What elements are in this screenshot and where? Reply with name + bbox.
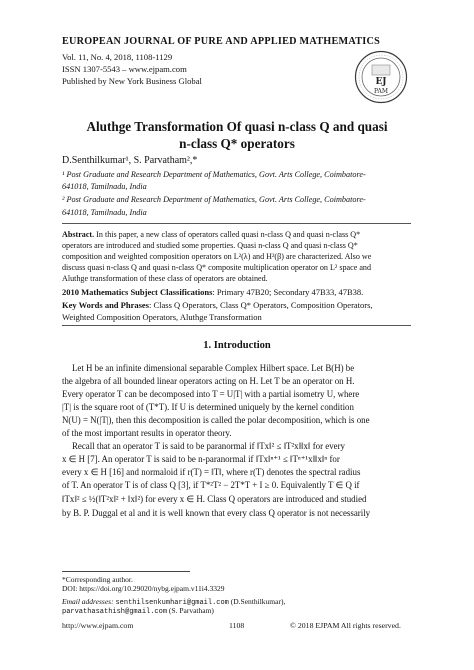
journal-logo-icon bbox=[354, 50, 408, 104]
body-line-10: of T. An operator T is of class Q [3], if T*²T² − 2T*T + I ≥ 0. Equivalently T ∈ Q if bbox=[62, 480, 360, 490]
author-list: D.Senthilkumar¹, S. Parvatham²,* bbox=[62, 155, 198, 166]
footnote-email-1: Email addresses: senthilsenkumhari@gmail.com (D.Senthilkumar), bbox=[62, 597, 286, 607]
keywords-line-2: Weighted Composition Operators, Aluthge Transformation bbox=[62, 312, 262, 322]
abstract-line-2: operators are introduced and studied some properties. Quasi n-class Q and quasi n-class Q* bbox=[62, 241, 358, 250]
keywords-line-1: Key Words and Phrases: Class Q Operators, Class Q* Operators, Composition Operators, bbox=[62, 300, 373, 310]
email-link-2[interactable]: parvathasathish@gmail.com bbox=[62, 608, 168, 616]
body-line-9: every x ∈ H [16] and normaloid if r(T) = ‖T‖, where r(T) denotes the spectral radius bbox=[62, 467, 361, 477]
footnote-doi: DOI: https://doi.org/10.29020/nybg.ejpam.v11i4.3329 bbox=[62, 584, 225, 593]
section-heading: 1. Introduction bbox=[203, 340, 271, 351]
body-line-1: Let H be an infinite dimensional separable Complex Hilbert space. Let B(H) be bbox=[72, 363, 355, 373]
footnote-email-2: parvathasathish@gmail.com (S. Parvatham) bbox=[62, 606, 214, 616]
top-divider bbox=[62, 223, 411, 224]
svg-text:EJ: EJ bbox=[375, 77, 387, 87]
journal-name: EUROPEAN JOURNAL OF PURE AND APPLIED MATHEMATICS bbox=[62, 36, 381, 47]
abstract-line-3: composition and weighted composition operators on L²(λ) and H²(β) are characterized. Also we bbox=[62, 252, 372, 261]
issn-info: ISSN 1307-5543 – www.ejpam.com bbox=[62, 64, 187, 74]
abstract-line-1: Abstract. In this paper, a new class of operators called quasi n-class Q and quasi n-class Q* bbox=[62, 230, 361, 239]
body-line-12: by B. P. Duggal et al and it is well known that every class Q operator is not necessarily bbox=[62, 508, 371, 518]
email-link-1[interactable]: senthilsenkumhari@gmail.com bbox=[115, 599, 229, 607]
volume-info: Vol. 11, No. 4, 2018, 1108-1129 bbox=[62, 52, 173, 62]
body-line-6: of the most important results in operator theory. bbox=[62, 428, 232, 438]
abstract-label: Abstract. bbox=[62, 230, 95, 239]
body-line-3: Every operator T can be decomposed into T = U|T| with a partial isometry U, where bbox=[62, 389, 360, 399]
body-line-11: ‖Tx‖² ≤ ½(‖T²x‖² + ‖x‖²) for every x ∈ H. Class Q operators are introduced and studied bbox=[62, 494, 367, 504]
paper-title-line-2: n-class Q* operators bbox=[179, 136, 295, 151]
footnote-corresponding: *Corresponding author. bbox=[62, 575, 133, 584]
subject-classification: 2010 Mathematics Subject Classifications: Primary 47B20; Secondary 47B33, 47B38. bbox=[62, 287, 364, 297]
bottom-divider bbox=[62, 325, 411, 326]
affiliation-1-cont: 641018, Tamilnadu, India bbox=[62, 182, 147, 191]
body-line-7: Recall that an operator T is said to be paranormal if ‖Tx‖² ≤ ‖T²x‖‖x‖ for every bbox=[72, 441, 345, 451]
abstract-line-5: Aluthge transformation of these class of operators are obtained. bbox=[62, 274, 268, 283]
publisher-info: Published by New York Business Global bbox=[62, 76, 202, 86]
footnote-divider bbox=[62, 571, 190, 572]
affiliation-2: ² Post Graduate and Research Department of Mathematics, Govt. Arts College, Coimbatore- bbox=[62, 195, 366, 204]
footer-copyright: © 2018 EJPAM All rights reserved. bbox=[290, 621, 401, 630]
body-line-5: N(U) = N(|T|), then this decomposition is called the polar decomposition, which is one bbox=[62, 415, 370, 425]
body-line-8: x ∈ H [7]. An operator T is said to be n-paranormal if ‖Tx‖ⁿ⁺¹ ≤ ‖Tⁿ⁺¹x‖‖x‖ⁿ for bbox=[62, 454, 340, 464]
body-line-2: the algebra of all bounded linear operators acting on H. Let T be an operator on H. bbox=[62, 376, 355, 386]
body-line-4: |T| is the square root of (T*T). If U is determined uniquely by the kernel condition bbox=[62, 402, 354, 412]
affiliation-2-cont: 641018, Tamilnadu, India bbox=[62, 208, 147, 217]
abstract-line-4: discuss quasi n-class Q and quasi n-class Q* composite multiplication operator on L² space and bbox=[62, 263, 372, 272]
footer-site-link[interactable]: http://www.ejpam.com bbox=[62, 621, 134, 630]
footer-page-number: 1108 bbox=[229, 621, 245, 630]
affiliation-1: ¹ Post Graduate and Research Department of Mathematics, Govt. Arts College, Coimbatore- bbox=[62, 170, 366, 179]
paper-title-line-1: Aluthge Transformation Of quasi n-class Q and quasi bbox=[86, 119, 388, 134]
svg-text:PAM: PAM bbox=[374, 88, 388, 95]
